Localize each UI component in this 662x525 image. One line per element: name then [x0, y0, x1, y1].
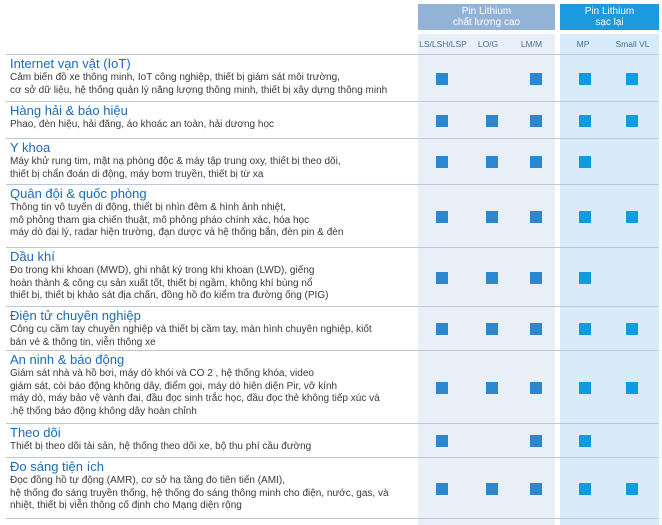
row-description-line: Giám sát nhà và hồ bơi, máy dò khói và CO 2 , hệ thống khóa, video — [10, 368, 314, 379]
row-description — [10, 156, 341, 181]
compatibility-marker-lo-g — [486, 115, 498, 127]
compatibility-marker-ls-lsh-lsp — [436, 323, 448, 335]
row-description-line: Phao, đèn hiệu, hải đăng, áo khoác an toàn, hải dương học — [10, 119, 275, 130]
table-row — [6, 138, 659, 185]
compatibility-marker-lo-g — [486, 483, 498, 495]
compatibility-marker-lm-m — [530, 382, 542, 394]
compatibility-marker-mp — [579, 73, 591, 85]
compatibility-marker-mp — [579, 483, 591, 495]
compatibility-marker-ls-lsh-lsp — [436, 382, 448, 394]
row-description-line: thiết bị chẩn đoán di động, máy bơm truyền, thiết bị từ xa — [10, 168, 264, 180]
column-header: LO/G — [477, 39, 499, 49]
row-description — [10, 72, 387, 97]
row-description-line: Máy khử rung tim, mặt nạ phòng độc & máy tập trung oxy, thiết bị theo dõi, — [10, 156, 341, 167]
compatibility-marker-mp — [579, 435, 591, 447]
row-description-line: mô phỏng tham gia chiến thuật, mô phỏng pháo chính xác, hóa học — [10, 214, 310, 226]
row-description-line: hoàn thành & công cụ sản xuất tốt, thiết bị ngầm, không khí bùng nổ — [10, 277, 313, 289]
row-title: Hàng hải & báo hiệu — [10, 103, 128, 118]
group-header-rechargeable — [560, 4, 659, 30]
row-description-line: Đo trong khi khoan (MWD), ghi nhật ký trong khi khoan (LWD), giếng — [10, 265, 315, 276]
compatibility-marker-mp — [579, 272, 591, 284]
row-description-line: hệ thống đo sáng truyền thống, hệ thống đo sáng thông minh cho điện, nước, gas, và — [10, 487, 389, 499]
compatibility-marker-lm-m — [530, 156, 542, 168]
row-title: An ninh & báo động — [10, 352, 125, 367]
row-description — [10, 441, 311, 454]
row-description-line: Thông tin vô tuyến di động, thiết bị nhìn đêm & hình ảnh nhiệt, — [10, 202, 286, 213]
compatibility-marker-ls-lsh-lsp — [436, 115, 448, 127]
table-row — [6, 54, 659, 102]
compatibility-marker-lm-m — [530, 73, 542, 85]
table-row — [6, 457, 659, 519]
compatibility-marker-lo-g — [486, 272, 498, 284]
compatibility-marker-small-vl — [626, 382, 638, 394]
row-description-line: giám sát, còi báo động không dây, điểm gọi, máy dò hiện diện Pir, vỡ kính — [10, 380, 338, 392]
row-title: Y khoa — [10, 140, 51, 155]
row-description-line: Công cụ cầm tay chuyên nghiệp và thiết bị cầm tay, màn hình chuyên nghiệp, kiốt — [10, 324, 372, 335]
table-row — [6, 101, 659, 139]
compatibility-marker-lo-g — [486, 382, 498, 394]
compatibility-marker-mp — [579, 115, 591, 127]
table-row — [6, 423, 659, 458]
row-description — [10, 475, 389, 513]
compatibility-marker-lm-m — [530, 435, 542, 447]
column-header: LM/M — [520, 39, 543, 49]
row-description-line: .hệ thống báo động không dây hoàn chỉnh — [10, 405, 197, 417]
compatibility-marker-small-vl — [626, 483, 638, 495]
compatibility-marker-ls-lsh-lsp — [436, 435, 448, 447]
compatibility-marker-mp — [579, 211, 591, 223]
row-description — [10, 324, 372, 349]
compatibility-marker-mp — [579, 156, 591, 168]
column-header: MP — [576, 39, 590, 49]
compatibility-marker-ls-lsh-lsp — [436, 156, 448, 168]
compatibility-marker-ls-lsh-lsp — [436, 211, 448, 223]
row-description — [10, 202, 343, 240]
compatibility-marker-lo-g — [486, 211, 498, 223]
row-description-line: Cảm biến đồ xe thông minh, IoT công nghiệp, thiết bị giám sát môi trường, — [10, 72, 340, 83]
group-header-line: Pin Lithium — [584, 5, 635, 17]
row-description-line: thiết bị, thiết bị khảo sát địa chấn, đồng hồ đo kiểm tra đường ống (PIG) — [10, 290, 329, 302]
compatibility-marker-mp — [579, 382, 591, 394]
compatibility-marker-mp — [579, 323, 591, 335]
compatibility-marker-lm-m — [530, 115, 542, 127]
column-header: Small VL — [615, 39, 650, 49]
row-title: Đo sáng tiện ích — [10, 459, 104, 474]
row-title: Dầu khí — [10, 249, 55, 264]
table-row — [6, 306, 659, 351]
compatibility-marker-ls-lsh-lsp — [436, 272, 448, 284]
table-row — [6, 247, 659, 307]
column-header: LS/LSH/LSP — [419, 39, 467, 49]
row-description-line: Thiết bị theo dõi tài sản, hệ thống theo dõi xe, bộ thu phí cầu đường — [10, 441, 312, 452]
row-title: Internet vạn vật (IoT) — [10, 56, 131, 71]
row-description-line: Đọc đồng hồ tự động (AMR), cơ sở hạ tầng đo tiên tiến (AMI), — [10, 475, 285, 486]
compatibility-marker-ls-lsh-lsp — [436, 73, 448, 85]
group-header-line: Pin Lithium — [461, 5, 512, 17]
compatibility-marker-lm-m — [530, 211, 542, 223]
row-description-line: nhiệt, thiết bị viễn thông cố định cho Mạng diện rộng — [10, 500, 242, 512]
compatibility-marker-ls-lsh-lsp — [436, 483, 448, 495]
compatibility-marker-small-vl — [626, 323, 638, 335]
row-description-line: bán vé & thông tin, viễn thông xe — [10, 336, 156, 348]
row-description-line: cơ sở dữ liệu, hệ thống quản lý năng lượng thông minh, thiết bị xây dựng thông minh — [10, 84, 388, 96]
row-description-line: máy dò, máy bảo vệ vành đai, đầu đọc sinh trắc học, đầu đọc thẻ không tiếp xúc và — [10, 393, 380, 405]
row-description — [10, 119, 274, 132]
compatibility-marker-lm-m — [530, 323, 542, 335]
compatibility-marker-lm-m — [530, 272, 542, 284]
table-row — [6, 184, 659, 248]
compatibility-marker-lo-g — [486, 323, 498, 335]
compatibility-marker-lo-g — [486, 156, 498, 168]
compatibility-marker-small-vl — [626, 73, 638, 85]
table-bottom-border — [6, 518, 659, 519]
row-description — [10, 368, 380, 418]
row-description — [10, 265, 328, 303]
compatibility-marker-lm-m — [530, 483, 542, 495]
row-title: Điện tử chuyên nghiệp — [10, 308, 141, 323]
compatibility-marker-small-vl — [626, 211, 638, 223]
row-title: Quân đội & quốc phòng — [10, 186, 147, 201]
compatibility-marker-small-vl — [626, 115, 638, 127]
row-description-line: máy dò đại lý, radar hiện trường, đạn dược và hệ thống bắn, đèn pin & đèn — [10, 227, 344, 239]
group-header-line: chất lượng cao — [452, 17, 521, 28]
row-title: Theo dõi — [10, 425, 61, 440]
group-header-line: sạc lại — [595, 17, 624, 28]
group-header-high-quality — [418, 4, 555, 30]
table-row — [6, 350, 659, 424]
